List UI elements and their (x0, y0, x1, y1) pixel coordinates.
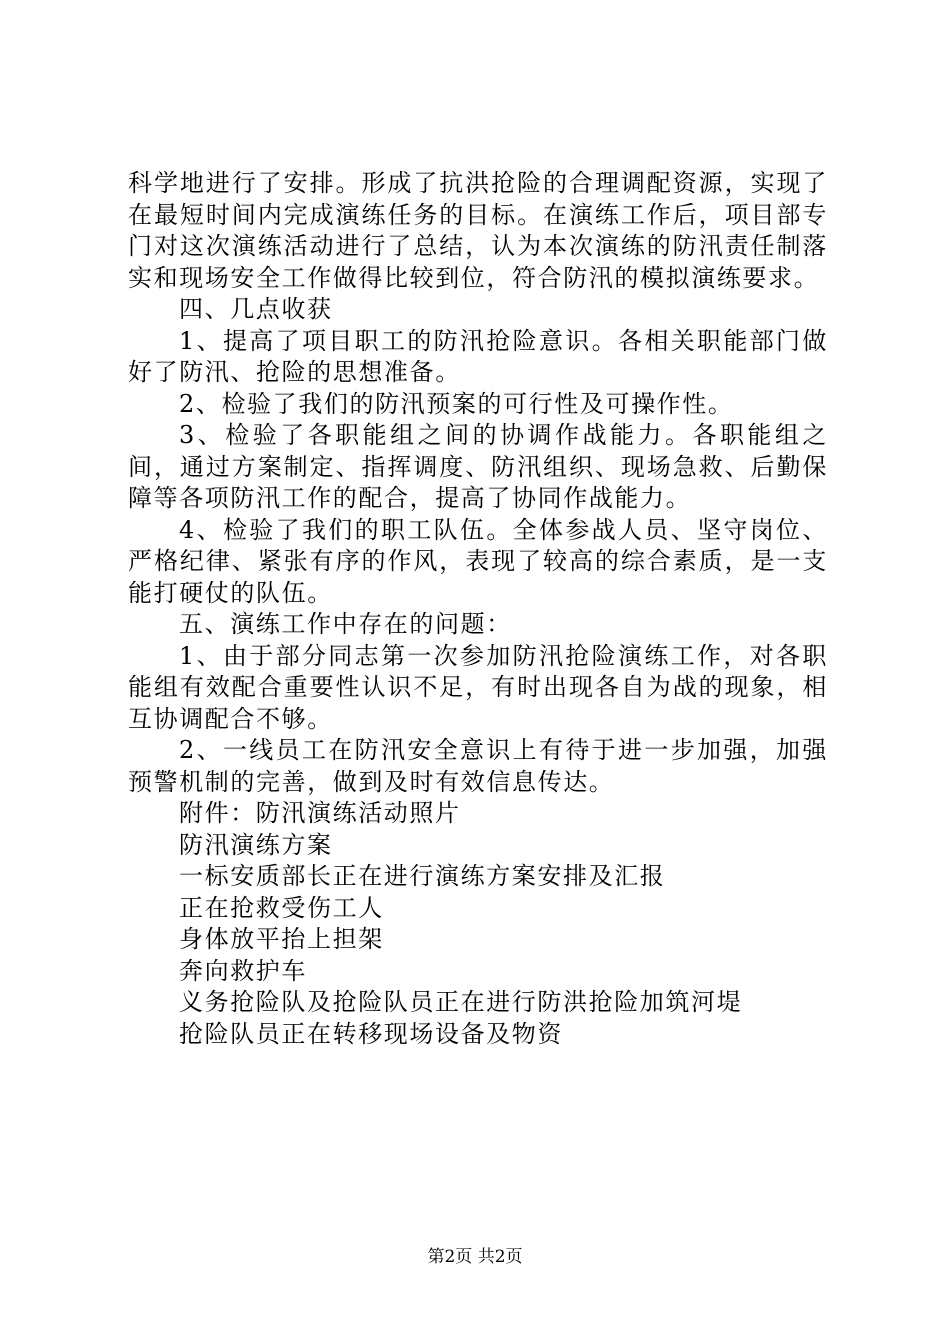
attachment-item: 抢险队员正在转移现场设备及物资 (179, 1019, 563, 1048)
paragraph-continuation: 科学地进行了安排。形成了抗洪抢险的合理调配资源，实现了在最短时间内完成演练任务的目标。在演练工作后，项目部专门对这次演练活动进行了总结，认为本次演练的防汛责任制落实和现场安全工作做得比较到位，符合防汛的模拟演练要求。 (128, 169, 828, 292)
section-heading-four: 四、几点收获 (179, 295, 333, 323)
attachment-heading: 附件：防汛演练活动照片 (179, 799, 461, 827)
section-heading-five: 五、演练工作中存在的问题： (179, 610, 512, 638)
gain-item-1: 1、提高了项目职工的防汛抢险意识。各相关职能部门做好了防汛、抢险的思想准备。 (128, 326, 828, 386)
gain-item-3: 3、检验了各职能组之间的协调作战能力。各职能组之间，通过方案制定、指挥调度、防汛组织、现场急救、后勤保障等各项防汛工作的配合，提高了协同作战能力。 (128, 421, 828, 512)
page-footer: 第2页 共2页 (427, 1247, 523, 1267)
gain-item-4: 4、检验了我们的职工队伍。全体参战人员、坚守岗位、严格纪律、紧张有序的作风，表现了较高的综合素质，是一支能打硬仗的队伍。 (128, 515, 828, 607)
attachment-item: 身体放平抬上担架 (179, 925, 384, 953)
gain-item-2: 2、检验了我们的防汛预案的可行性及可操作性。 (179, 389, 734, 418)
problem-item-2: 2、一线员工在防汛安全意识上有待于进一步加强，加强预警机制的完善，做到及时有效信息传达。 (128, 736, 828, 796)
attachment-item: 一标安质部长正在进行演练方案安排及汇报 (179, 862, 666, 890)
attachment-item: 防汛演练方案 (179, 830, 333, 859)
problem-item-1: 1、由于部分同志第一次参加防汛抢险演练工作，对各职能组有效配合重要性认识不足，有时出现各自为战的现象，相互协调配合不够。 (128, 641, 828, 733)
attachment-item: 正在抢救受伤工人 (179, 893, 384, 922)
attachment-item: 义务抢险队及抢险队员正在进行防洪抢险加筑河堤 (179, 988, 743, 1016)
document-body (128, 168, 828, 1050)
attachment-item: 奔向救护车 (179, 956, 307, 985)
